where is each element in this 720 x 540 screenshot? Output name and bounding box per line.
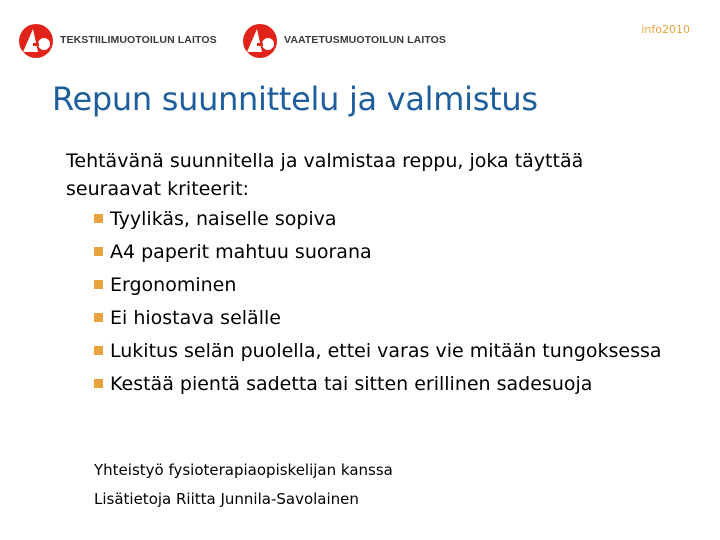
list-item: A4 paperit mahtuu suorana: [94, 236, 676, 269]
slide-title: Repun suunnittelu ja valmistus: [52, 80, 538, 118]
criteria-list: [66, 203, 676, 401]
logo-textile-design: [16, 20, 217, 60]
square-bullet-icon: [94, 313, 103, 322]
list-item: Tyylikäs, naiselle sopiva: [94, 203, 676, 236]
tao-logo-icon: [240, 20, 280, 60]
footer-notes: [94, 456, 393, 514]
square-bullet-icon: [94, 346, 103, 355]
slide-body: [66, 147, 676, 401]
square-bullet-icon: [94, 214, 103, 223]
list-item: Ergonominen: [94, 269, 676, 302]
intro-text: Tehtävänä suunnitella ja valmistaa reppu, joka täyttää seuraavat kriteerit:: [66, 150, 584, 200]
list-item: Lukitus selän puolella, ettei varas vie mitään tungoksessa: [94, 335, 676, 368]
logo-clothing-design: [240, 20, 446, 60]
square-bullet-icon: [94, 379, 103, 388]
contact-note: Lisätietoja Riitta Junnila-Savolainen: [94, 490, 359, 508]
info-label: info2010: [641, 23, 690, 36]
square-bullet-icon: [94, 280, 103, 289]
tao-logo-icon: [16, 20, 56, 60]
logo-label: TEKSTIILIMUOTOILUN LAITOS: [60, 34, 217, 46]
list-item: Ei hiostava selälle: [94, 302, 676, 335]
square-bullet-icon: [94, 247, 103, 256]
collaboration-note: Yhteistyö fysioterapiaopiskelijan kanssa: [94, 461, 393, 479]
list-item: Kestää pientä sadetta tai sitten erillinen sadesuoja: [94, 368, 676, 401]
logo-label: VAATETUSMUOTOILUN LAITOS: [284, 34, 447, 46]
